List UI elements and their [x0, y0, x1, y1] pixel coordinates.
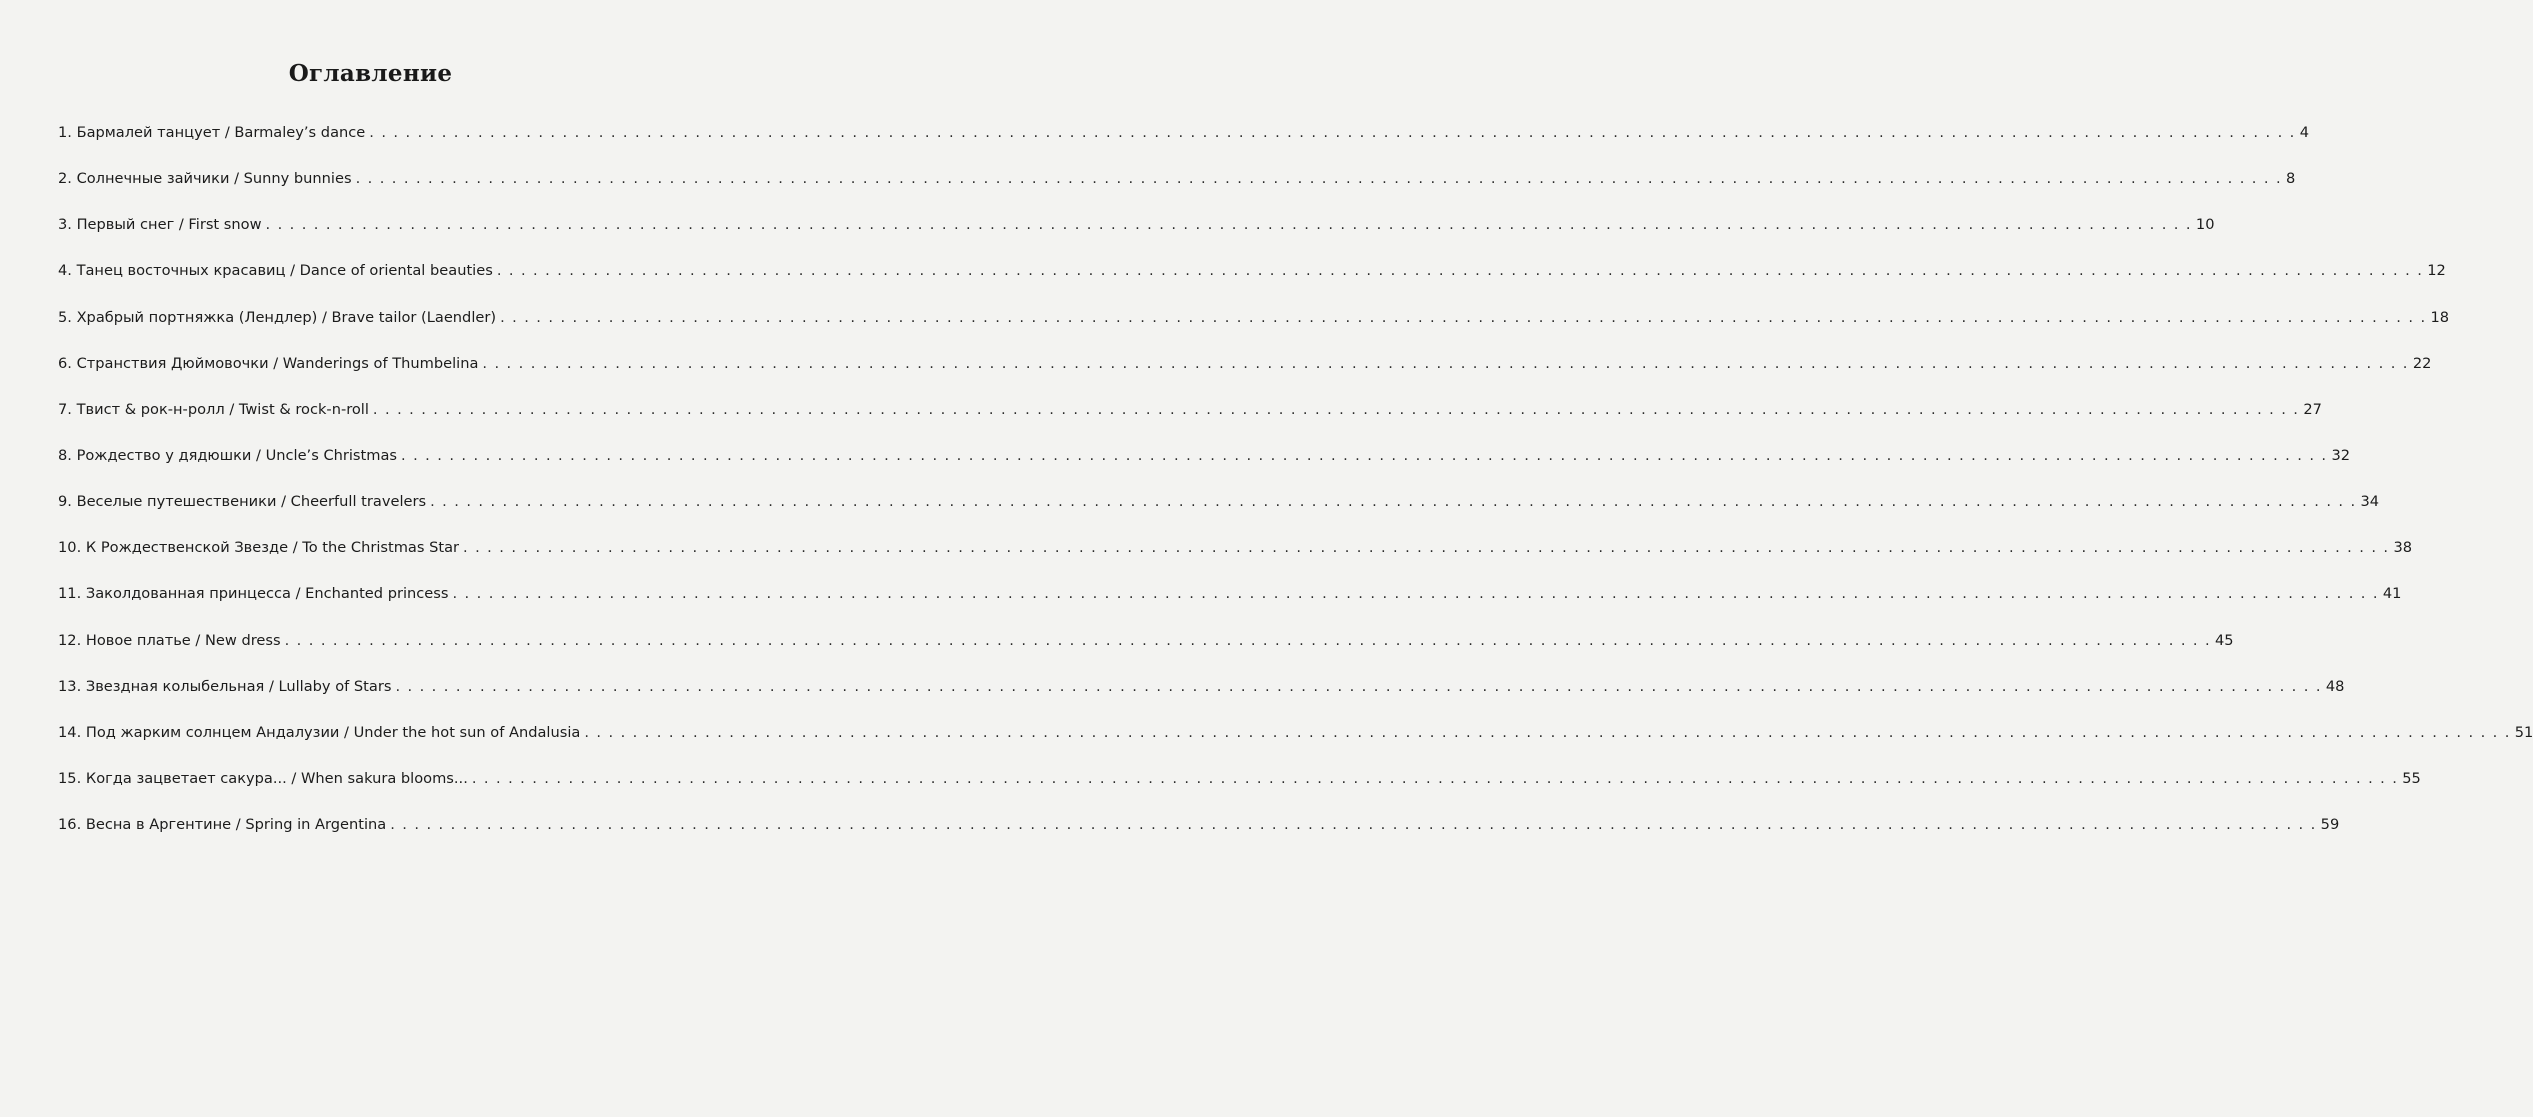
toc-entry — [58, 539, 2413, 585]
toc-entry-title: 2. Солнечные зайчики / Sunny bunnies — [58, 170, 352, 188]
dot-leader: . . . . . . . . . . . . . . . . . . . . . . . . . . . . . . . . . . . . . . . . . . . . . . . . . . . . . . . . . . . . . . . . . . . . . . . . . . . . . . . . . . . . . . . . . . . . . . . . . . . . . . . . . . . . . . . . . . . . . . . . . . . . . . . . . . . . . . . . . . . . . . . . . . . . . . . . . . . . . . . . — [584, 723, 2511, 741]
toc-entry-title: 10. К Рождественской Звезде / To the Christmas Star — [58, 539, 460, 557]
toc-entry-title: 4. Танец восточных красавиц / Dance of oriental beauties — [58, 262, 493, 280]
toc-entry-page-number: 51 — [2514, 723, 2533, 741]
dot-leader: . . . . . . . . . . . . . . . . . . . . . . . . . . . . . . . . . . . . . . . . . . . . . . . . . . . . . . . . . . . . . . . . . . . . . . . . . . . . . . . . . . . . . . . . . . . . . . . . . . . . . . . . . . . . . . . . . . . . . . . . . . . . . . . . . . . . . . . . . . . . . . . . . . . . . . . . . . . . . . . . — [500, 308, 2427, 326]
dot-leader: . . . . . . . . . . . . . . . . . . . . . . . . . . . . . . . . . . . . . . . . . . . . . . . . . . . . . . . . . . . . . . . . . . . . . . . . . . . . . . . . . . . . . . . . . . . . . . . . . . . . . . . . . . . . . . . . . . . . . . . . . . . . . . . . . . . . . . . . . . . . . . . . . . . . . . . . . . . . . . . . — [265, 216, 2192, 234]
dot-leader: . . . . . . . . . . . . . . . . . . . . . . . . . . . . . . . . . . . . . . . . . . . . . . . . . . . . . . . . . . . . . . . . . . . . . . . . . . . . . . . . . . . . . . . . . . . . . . . . . . . . . . . . . . . . . . . . . . . . . . . . . . . . . . . . . . . . . . . . . . . . . . . . . . . . . . . . . . . . . . . . — [471, 769, 2399, 787]
toc-entry-page-number: 27 — [2303, 400, 2322, 418]
toc-entry-title: 3. Первый снег / First snow — [58, 216, 262, 234]
toc-entry-page-number: 18 — [2430, 308, 2450, 326]
dot-leader: . . . . . . . . . . . . . . . . . . . . . . . . . . . . . . . . . . . . . . . . . . . . . . . . . . . . . . . . . . . . . . . . . . . . . . . . . . . . . . . . . . . . . . . . . . . . . . . . . . . . . . . . . . . . . . . . . . . . . . . . . . . . . . . . . . . . . . . . . . . . . . . . . . . . . . . . . . . . . . . . — [482, 354, 2409, 372]
toc-entry — [58, 124, 2309, 170]
toc-entry — [58, 354, 2432, 401]
toc-entry-title: 9. Веселые путешественики / Cheerfull travelers — [58, 493, 427, 511]
dot-leader: . . . . . . . . . . . . . . . . . . . . . . . . . . . . . . . . . . . . . . . . . . . . . . . . . . . . . . . . . . . . . . . . . . . . . . . . . . . . . . . . . . . . . . . . . . . . . . . . . . . . . . . . . . . . . . . . . . . . . . . . . . . . . . . . . . . . . . . . . . . . . . . . . . . . . . . . . . . . . . . . — [369, 124, 2296, 141]
toc-entry — [58, 446, 2351, 493]
dot-leader: . . . . . . . . . . . . . . . . . . . . . . . . . . . . . . . . . . . . . . . . . . . . . . . . . . . . . . . . . . . . . . . . . . . . . . . . . . . . . . . . . . . . . . . . . . . . . . . . . . . . . . . . . . . . . . . . . . . . . . . . . . . . . . . . . . . . . . . . . . . . . . . . . . . . . . . . . . . . . . . . — [430, 493, 2357, 511]
toc-entry — [58, 262, 2446, 308]
page-title: Оглавление — [288, 60, 453, 87]
table-of-contents — [58, 124, 2533, 862]
toc-entry-title: 8. Рождество у дядюшки / Uncle’s Christmas — [58, 446, 398, 464]
toc-entry — [58, 400, 2322, 447]
toc-entry-page-number: 34 — [2360, 493, 2380, 511]
toc-entry-title: 11. Заколдованная принцесса / Enchanted princess — [58, 585, 449, 603]
toc-entry-page-number: 4 — [2299, 124, 2309, 141]
toc-entry-page-number: 8 — [2285, 170, 2296, 188]
toc-entry-title: 13. Звездная колыбельная / Lullaby of Stars — [58, 677, 392, 695]
toc-entry-title: 7. Твист & рок-н-ролл / Twist & rock-n-roll — [58, 400, 369, 418]
toc-entry-title: 5. Храбрый портняжка (Лендлер) / Brave tailor (Laendler) — [58, 308, 497, 326]
toc-entry — [58, 216, 2215, 262]
toc-entry — [58, 723, 2533, 770]
dot-leader: . . . . . . . . . . . . . . . . . . . . . . . . . . . . . . . . . . . . . . . . . . . . . . . . . . . . . . . . . . . . . . . . . . . . . . . . . . . . . . . . . . . . . . . . . . . . . . . . . . . . . . . . . . . . . . . . . . . . . . . . . . . . . . . . . . . . . . . . . . . . . . . . . . . . . . . . . . . . . . . . — [452, 585, 2379, 603]
toc-entry-title: 12. Новое платье / New dress — [58, 631, 281, 649]
toc-entry — [58, 308, 2450, 355]
dot-leader: . . . . . . . . . . . . . . . . . . . . . . . . . . . . . . . . . . . . . . . . . . . . . . . . . . . . . . . . . . . . . . . . . . . . . . . . . . . . . . . . . . . . . . . . . . . . . . . . . . . . . . . . . . . . . . . . . . . . . . . . . . . . . . . . . . . . . . . . . . . . . . . . . . . . . . . . . . . . . . . . — [395, 677, 2322, 695]
toc-entry — [58, 585, 2402, 631]
toc-entry — [58, 677, 2345, 724]
toc-entry-title: 15. Когда зацветает сакура... / When sakura blooms... — [58, 769, 468, 787]
dot-leader: . . . . . . . . . . . . . . . . . . . . . . . . . . . . . . . . . . . . . . . . . . . . . . . . . . . . . . . . . . . . . . . . . . . . . . . . . . . . . . . . . . . . . . . . . . . . . . . . . . . . . . . . . . . . . . . . . . . . . . . . . . . . . . . . . . . . . . . . . . . . . . . . . . . . . . . . . . . . . . . . — [463, 539, 2390, 557]
toc-entry — [58, 769, 2421, 816]
toc-entry — [58, 170, 2296, 216]
toc-entry-page-number: 38 — [2393, 539, 2413, 557]
toc-entry-page-number: 22 — [2412, 354, 2432, 372]
toc-entry-page-number: 10 — [2195, 216, 2215, 234]
dot-leader: . . . . . . . . . . . . . . . . . . . . . . . . . . . . . . . . . . . . . . . . . . . . . . . . . . . . . . . . . . . . . . . . . . . . . . . . . . . . . . . . . . . . . . . . . . . . . . . . . . . . . . . . . . . . . . . . . . . . . . . . . . . . . . . . . . . . . . . . . . . . . . . . . . . . . . . . . . . . . . . . — [496, 262, 2424, 280]
toc-entry-title: 16. Весна в Аргентине / Spring in Argentina — [58, 816, 387, 834]
toc-entry-title: 1. Бармалей танцует / Barmaley’s dance — [58, 124, 366, 141]
toc-entry-title: 14. Под жарким солнцем Андалузии / Under the hot sun of Andalusia — [58, 723, 581, 741]
toc-entry-page-number: 32 — [2331, 446, 2351, 464]
dot-leader: . . . . . . . . . . . . . . . . . . . . . . . . . . . . . . . . . . . . . . . . . . . . . . . . . . . . . . . . . . . . . . . . . . . . . . . . . . . . . . . . . . . . . . . . . . . . . . . . . . . . . . . . . . . . . . . . . . . . . . . . . . . . . . . . . . . . . . . . . . . . . . . . . . . . . . . . . . . . . . . . — [390, 816, 2317, 834]
dot-leader: . . . . . . . . . . . . . . . . . . . . . . . . . . . . . . . . . . . . . . . . . . . . . . . . . . . . . . . . . . . . . . . . . . . . . . . . . . . . . . . . . . . . . . . . . . . . . . . . . . . . . . . . . . . . . . . . . . . . . . . . . . . . . . . . . . . . . . . . . . . . . . . . . . . . . . . . . . . . . . . . — [372, 400, 2300, 418]
toc-entry-page-number: 48 — [2325, 677, 2345, 695]
toc-entry-page-number: 41 — [2382, 585, 2402, 603]
toc-entry — [58, 493, 2380, 539]
toc-entry-page-number: 12 — [2427, 262, 2446, 280]
toc-entry-page-number: 59 — [2320, 816, 2340, 834]
toc-entry-title: 6. Странствия Дюймовочки / Wanderings of Thumbelina — [58, 354, 479, 372]
dot-leader: . . . . . . . . . . . . . . . . . . . . . . . . . . . . . . . . . . . . . . . . . . . . . . . . . . . . . . . . . . . . . . . . . . . . . . . . . . . . . . . . . . . . . . . . . . . . . . . . . . . . . . . . . . . . . . . . . . . . . . . . . . . . . . . . . . . . . . . . . . . . . . . . . . . . . . . . . . . . . . . . — [284, 631, 2212, 649]
toc-entry — [58, 631, 2234, 678]
dot-leader: . . . . . . . . . . . . . . . . . . . . . . . . . . . . . . . . . . . . . . . . . . . . . . . . . . . . . . . . . . . . . . . . . . . . . . . . . . . . . . . . . . . . . . . . . . . . . . . . . . . . . . . . . . . . . . . . . . . . . . . . . . . . . . . . . . . . . . . . . . . . . . . . . . . . . . . . . . . . . . . . — [401, 446, 2328, 464]
toc-entry-page-number: 45 — [2215, 631, 2234, 649]
toc-entry — [58, 816, 2340, 862]
toc-entry-page-number: 55 — [2402, 769, 2421, 787]
dot-leader: . . . . . . . . . . . . . . . . . . . . . . . . . . . . . . . . . . . . . . . . . . . . . . . . . . . . . . . . . . . . . . . . . . . . . . . . . . . . . . . . . . . . . . . . . . . . . . . . . . . . . . . . . . . . . . . . . . . . . . . . . . . . . . . . . . . . . . . . . . . . . . . . . . . . . . . . . . . . . . . . — [355, 170, 2282, 188]
